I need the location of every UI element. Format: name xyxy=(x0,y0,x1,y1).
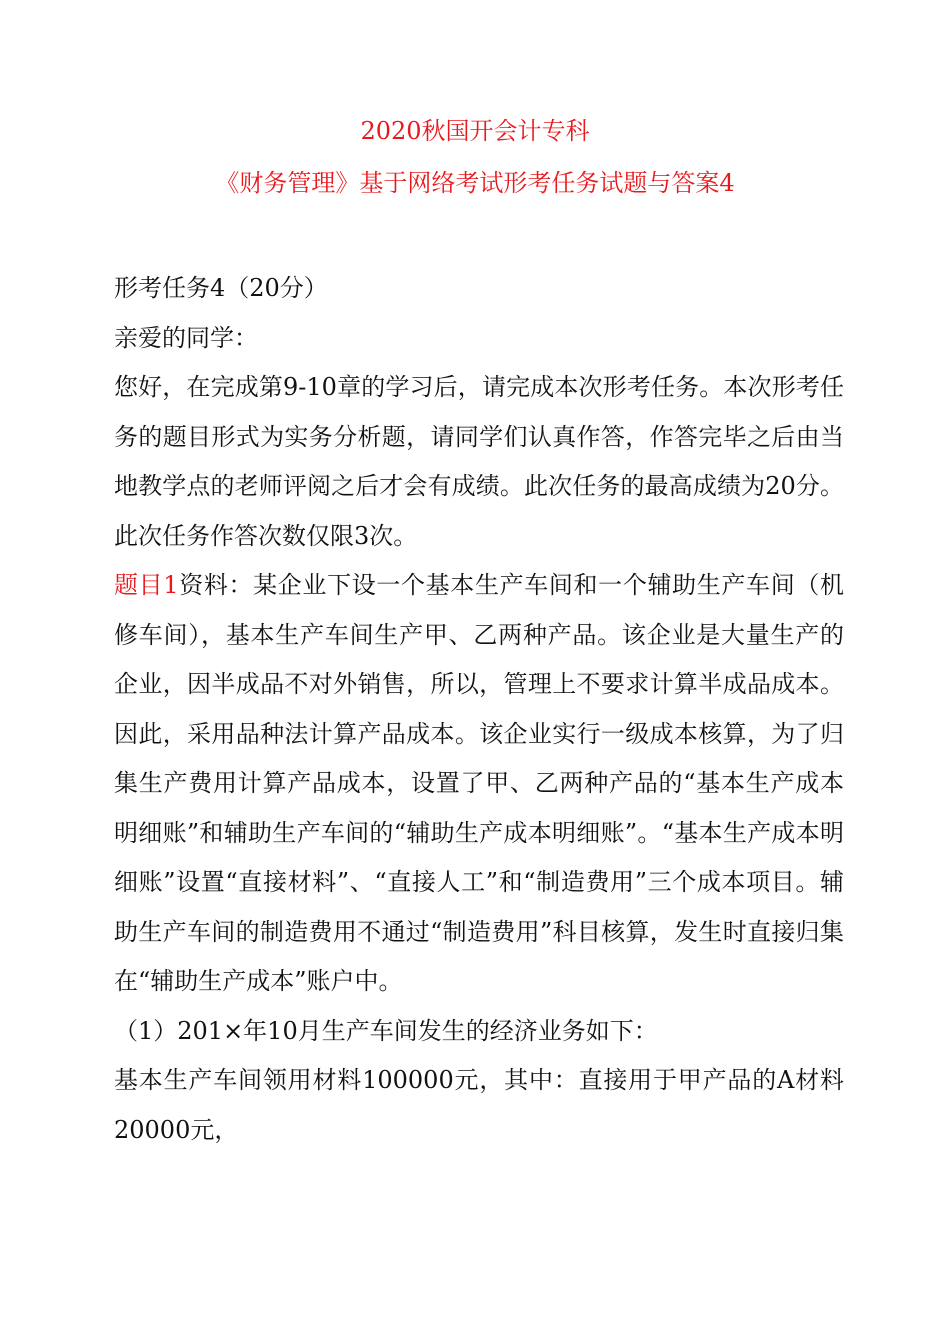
question-text: 资料：某企业下设一个基本生产车间和一个辅助生产车间（机修车间），基本生产车间生产甲、乙两种产品。该企业是大量生产的企业，因半成品不对外销售，所以，管理上不要求计算半成品成本。因此，采用品种法计算产品成本。该企业实行一级成本核算，为了归集生产费用计算产品成本，设置了甲、乙两种产品的“基本生产成本明细账”和辅助生产车间的“辅助生产成本明细账”。“基本生产成本明细账”设置“直接材料”、“直接人工”和“制造费用”三个成本项目。辅助生产车间的制造费用不通过“制造费用”科目核算，发生时直接归集在“辅助生产成本”账户中。 xyxy=(114,571,844,995)
question-1-paragraph xyxy=(114,561,844,1007)
document-body xyxy=(114,264,844,1155)
document-title-line-2: 《财务管理》基于网络考试形考任务试题与答案4 xyxy=(215,169,735,197)
question-label: 题目1 xyxy=(114,571,179,599)
document-title-line-1: 2020秋国开会计专科 xyxy=(360,117,590,145)
business-text: 基本生产车间领用材料100000元，其中：直接用于甲产品的A材料20000元， xyxy=(114,1066,844,1144)
business-heading: （1）201×年10月生产车间发生的经济业务如下： xyxy=(114,1016,658,1045)
greeting: 亲爱的同学： xyxy=(114,323,258,352)
intro-paragraph: 您好，在完成第9-10章的学习后，请完成本次形考任务。本次形考任务的题目形式为实务分析题，请同学们认真作答，作答完毕之后由当地教学点的老师评阅之后才会有成绩。此次任务的最高成绩为20分。此次任务作答次数仅限3次。 xyxy=(114,373,844,550)
task-heading: 形考任务4（20分） xyxy=(114,274,328,302)
